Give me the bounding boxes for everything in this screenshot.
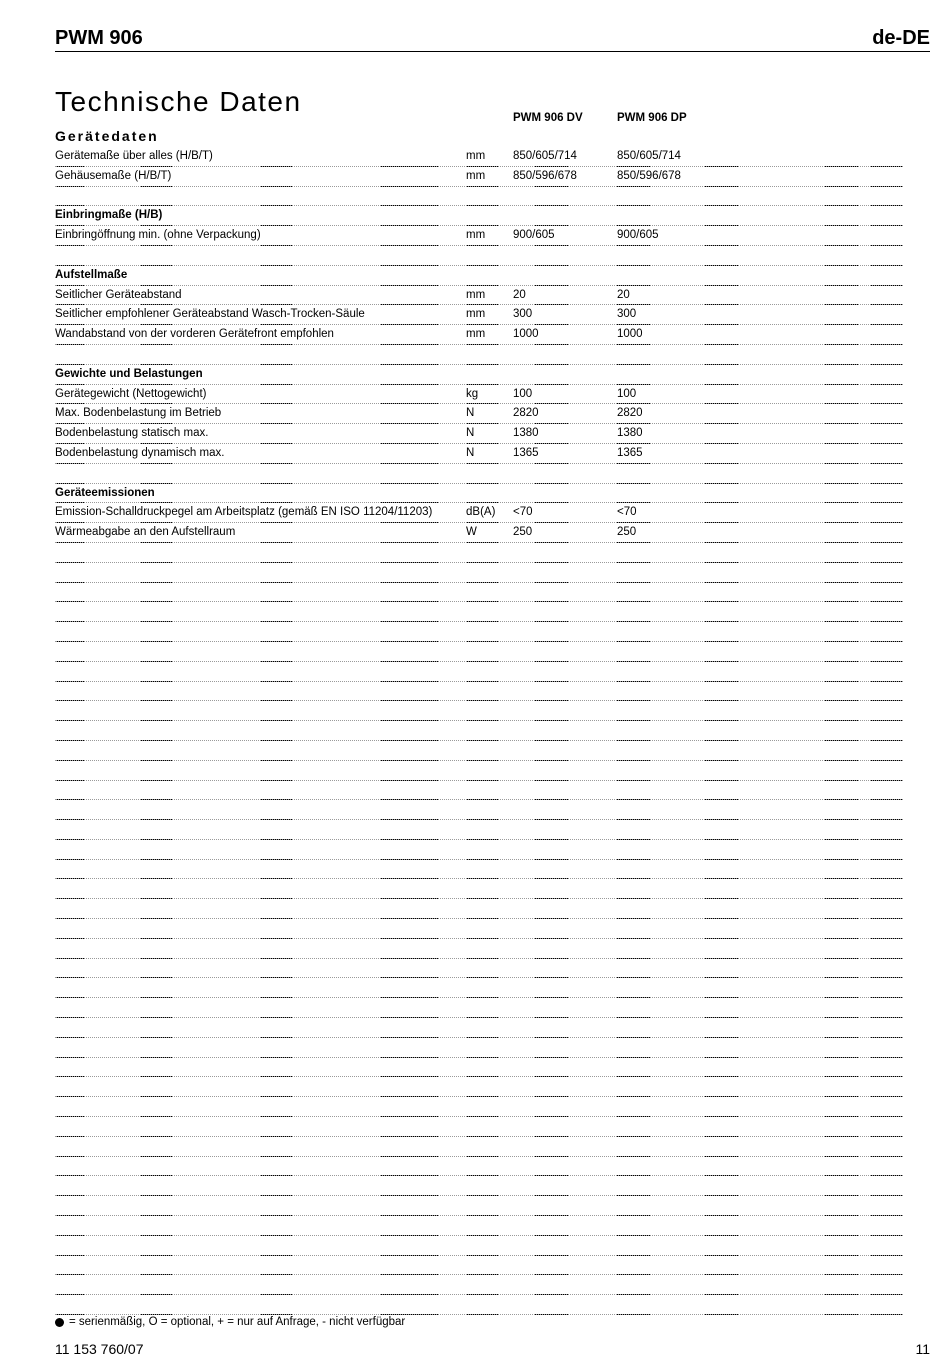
group-heading-row — [55, 484, 903, 504]
table-row — [55, 464, 903, 484]
table-row — [55, 1097, 903, 1117]
table-row — [55, 424, 903, 444]
page-number: 11 — [915, 1341, 930, 1357]
row-value-dv: 20 — [513, 288, 526, 301]
column-header-dp: PWM 906 DP — [617, 112, 687, 124]
table-row — [55, 959, 903, 979]
table-row — [55, 1077, 903, 1097]
table-row — [55, 701, 903, 721]
standard-bullet-icon — [55, 1318, 64, 1327]
table-row — [55, 167, 903, 187]
row-value-dp: <70 — [617, 506, 637, 519]
row-unit: N — [466, 446, 475, 459]
table-row — [55, 1058, 903, 1078]
row-unit: mm — [466, 288, 486, 301]
row-label: Bodenbelastung statisch max. — [55, 427, 209, 440]
row-value-dp: 1365 — [617, 446, 643, 459]
row-value-dv: 850/605/714 — [513, 150, 577, 162]
table-row — [55, 761, 903, 781]
row-value-dv: 2820 — [513, 407, 539, 420]
table-row — [55, 602, 903, 622]
table-row — [55, 385, 903, 405]
table-row — [55, 345, 903, 365]
header-language: de-DE — [872, 27, 930, 49]
table-row — [55, 879, 903, 899]
row-rule-segment — [140, 1314, 173, 1315]
legend-text: = serienmäßig, O = optional, + = nur auf Anfrage, - nicht verfügbar — [69, 1316, 406, 1328]
row-label: Gehäusemaße (H/B/T) — [55, 169, 172, 182]
row-label: Wärmeabgabe an den Aufstellraum — [55, 526, 236, 539]
table-row — [55, 404, 903, 424]
row-rule-segment — [705, 1314, 739, 1315]
table-row — [55, 899, 903, 919]
row-label: Gewichte und Belastungen — [55, 367, 203, 380]
row-label: Seitlicher empfohlener Geräteabstand Wasch-Trocken-Säule — [55, 308, 365, 321]
row-unit: kg — [466, 387, 479, 400]
header-rule — [55, 51, 930, 52]
row-rule-segment — [535, 1314, 568, 1315]
table-row — [55, 147, 903, 167]
row-value-dv: 300 — [513, 308, 533, 321]
table-row — [55, 642, 903, 662]
row-rule-segment — [55, 1314, 85, 1315]
row-unit: N — [466, 427, 475, 440]
table-row — [55, 939, 903, 959]
row-value-dp: 850/596/678 — [617, 169, 681, 182]
row-value-dv: 1365 — [513, 446, 539, 459]
table-row — [55, 246, 903, 266]
table-row — [55, 1216, 903, 1236]
table-row — [55, 583, 903, 603]
table-row — [55, 226, 903, 246]
row-value-dp: 1000 — [617, 328, 643, 341]
group-heading-row — [55, 365, 903, 385]
row-label: Max. Bodenbelastung im Betrieb — [55, 407, 222, 420]
table-row — [55, 919, 903, 939]
table-row — [55, 1275, 903, 1295]
row-unit: mm — [466, 328, 486, 341]
row-unit: dB(A) — [466, 506, 496, 519]
table-row — [55, 325, 903, 345]
row-label: Bodenbelastung dynamisch max. — [55, 446, 225, 459]
table-row — [55, 1157, 903, 1177]
row-label: Wandabstand von der vorderen Gerätefront empfohlen — [55, 328, 334, 341]
row-value-dp: 2820 — [617, 407, 643, 420]
table-row — [55, 622, 903, 642]
document-number: 11 153 760/07 — [55, 1341, 144, 1357]
row-value-dp: 300 — [617, 308, 637, 321]
row-value-dv: 250 — [513, 526, 533, 539]
table-row — [55, 682, 903, 702]
table-row — [55, 503, 903, 523]
table-row — [55, 1038, 903, 1058]
table-row — [55, 305, 903, 325]
table-row — [55, 721, 903, 741]
row-label: Seitlicher Geräteabstand — [55, 288, 182, 301]
row-label: Gerätemaße über alles (H/B/T) — [55, 150, 213, 162]
row-unit: mm — [466, 169, 486, 182]
table-row — [55, 543, 903, 563]
column-header-dv: PWM 906 DV — [513, 112, 583, 124]
table-row — [55, 286, 903, 306]
row-value-dp: 100 — [617, 387, 637, 400]
table-row — [55, 1176, 903, 1196]
table-row — [55, 444, 903, 464]
row-rule-segment — [870, 1314, 903, 1315]
table-row — [55, 1018, 903, 1038]
row-value-dv: 1380 — [513, 427, 539, 440]
row-unit: mm — [466, 308, 486, 321]
table-row — [55, 741, 903, 761]
row-label: Einbringmaße (H/B) — [55, 209, 163, 222]
row-label: Gerätegewicht (Nettogewicht) — [55, 387, 207, 400]
row-value-dv: 100 — [513, 387, 533, 400]
table-row — [55, 800, 903, 820]
table-row — [55, 1295, 903, 1315]
row-value-dv: <70 — [513, 506, 533, 519]
page-title: Technische Daten — [55, 86, 302, 117]
row-rule-segment — [617, 1314, 650, 1315]
group-heading-row — [55, 266, 903, 286]
row-rule-segment — [260, 1314, 293, 1315]
row-unit: mm — [466, 150, 486, 162]
table-row — [55, 1137, 903, 1157]
group-heading-row — [55, 206, 903, 226]
table-row — [55, 820, 903, 840]
table-row — [55, 998, 903, 1018]
row-label: Geräteemissionen — [55, 486, 155, 499]
table-row — [55, 1196, 903, 1216]
row-label: Aufstellmaße — [55, 268, 128, 281]
table-row — [55, 187, 903, 207]
table-row — [55, 978, 903, 998]
row-value-dp: 250 — [617, 526, 637, 539]
row-value-dp: 1380 — [617, 427, 643, 440]
row-value-dv: 1000 — [513, 328, 539, 341]
row-unit: W — [466, 526, 477, 539]
row-value-dv: 850/596/678 — [513, 169, 577, 182]
row-value-dp: 900/605 — [617, 229, 659, 242]
spec-table — [55, 147, 903, 1315]
table-row — [55, 860, 903, 880]
row-label: Einbringöffnung min. (ohne Verpackung) — [55, 229, 261, 242]
table-row — [55, 523, 903, 543]
table-row — [55, 781, 903, 801]
section-title: Gerätedaten — [55, 128, 159, 144]
header-model: PWM 906 — [55, 27, 143, 49]
row-unit: mm — [466, 229, 486, 242]
legend — [55, 1316, 405, 1328]
table-row — [55, 840, 903, 860]
row-rule-segment — [825, 1314, 858, 1315]
row-rule-segment — [466, 1314, 499, 1315]
table-row — [55, 1256, 903, 1276]
table-row — [55, 662, 903, 682]
row-value-dp: 850/605/714 — [617, 150, 681, 162]
table-row — [55, 563, 903, 583]
row-unit: N — [466, 407, 475, 420]
row-value-dv: 900/605 — [513, 229, 555, 242]
row-value-dp: 20 — [617, 288, 630, 301]
row-label: Emission-Schalldruckpegel am Arbeitsplatz (gemäß EN ISO 11204/11203) — [55, 506, 433, 519]
row-rule-segment — [380, 1314, 438, 1315]
table-row — [55, 1117, 903, 1137]
table-row — [55, 1236, 903, 1256]
